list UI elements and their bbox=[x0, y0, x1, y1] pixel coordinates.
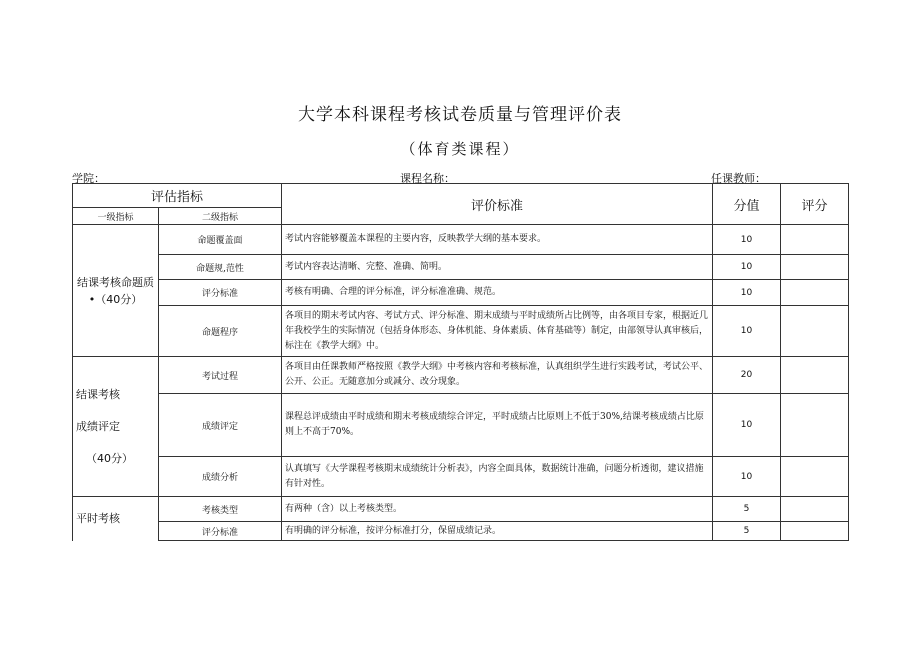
level2-cell: 命题覆盖面 bbox=[159, 225, 282, 255]
table-header-row bbox=[73, 184, 849, 208]
level2-cell: 评分标准 bbox=[159, 522, 282, 541]
document-title: 大学本科课程考核试卷质量与管理评价表 bbox=[298, 105, 622, 125]
value-cell: 20 bbox=[713, 357, 781, 394]
level1-line: （40分） bbox=[86, 451, 133, 465]
standard-cell: 各项目的期末考试内容、考试方式、评分标准、期末成绩与平时成绩所占比例等，由各项目专家，根据近几年我校学生的实际情况（包括身体形态、身体机能、身体素质、体育基础等）制定，由部领导认真审核后，标注在《教学大纲》中。 bbox=[282, 306, 713, 357]
table-row bbox=[73, 225, 849, 255]
score-cell[interactable] bbox=[781, 497, 849, 522]
score-cell[interactable] bbox=[781, 225, 849, 255]
level2-cell: 成绩评定 bbox=[159, 394, 282, 457]
teacher-label: 任课教师： bbox=[711, 172, 766, 185]
value-cell: 5 bbox=[713, 497, 781, 522]
standard-cell: 有明确的评分标准，按评分标准打分，保留成绩记录。 bbox=[282, 522, 713, 541]
score-cell[interactable] bbox=[781, 457, 849, 497]
level1-cell-grade-evaluation bbox=[73, 357, 159, 497]
value-cell: 10 bbox=[713, 306, 781, 357]
level1-line: 成绩评定 bbox=[76, 419, 120, 433]
score-cell[interactable] bbox=[781, 522, 849, 541]
value-cell: 10 bbox=[713, 225, 781, 255]
level2-cell: 评分标准 bbox=[159, 280, 282, 306]
level2-cell: 考核类型 bbox=[159, 497, 282, 522]
value-cell: 10 bbox=[713, 255, 781, 280]
standard-cell: 考试内容表达清晰、完整、准确、简明。 bbox=[282, 255, 713, 280]
standard-cell: 课程总评成绩由平时成绩和期末考核成绩综合评定，平时成绩占比原则上不低于30%,结课考核成绩占比原则上不高于70%。 bbox=[282, 394, 713, 457]
header-level2: 二级指标 bbox=[159, 208, 282, 225]
level1-line: 结课考核命题质 bbox=[77, 275, 154, 289]
standard-cell: 考核有明确、合理的评分标准，评分标准准确、规范。 bbox=[282, 280, 713, 306]
header-level1: 一级指标 bbox=[73, 208, 159, 225]
value-cell: 5 bbox=[713, 522, 781, 541]
table-row bbox=[73, 522, 849, 541]
table-row bbox=[73, 457, 849, 497]
score-cell[interactable] bbox=[781, 255, 849, 280]
score-cell[interactable] bbox=[781, 394, 849, 457]
standard-cell: 考试内容能够覆盖本课程的主要内容，反映教学大纲的基本要求。 bbox=[282, 225, 713, 255]
table-row bbox=[73, 394, 849, 457]
score-cell[interactable] bbox=[781, 306, 849, 357]
header-standard: 评价标准 bbox=[282, 184, 713, 225]
header-score-value: 分值 bbox=[713, 184, 781, 225]
level2-cell: 命题程序 bbox=[159, 306, 282, 357]
level1-line: 平时考核 bbox=[76, 511, 120, 525]
course-name-label: 课程名称： bbox=[400, 172, 455, 185]
score-cell[interactable] bbox=[781, 357, 849, 394]
level1-cell-exam-design bbox=[73, 225, 159, 357]
header-score: 评分 bbox=[781, 184, 849, 225]
table-row bbox=[73, 306, 849, 357]
level2-cell: 命题规,范性 bbox=[159, 255, 282, 280]
value-cell: 10 bbox=[713, 394, 781, 457]
evaluation-table bbox=[72, 183, 849, 541]
level1-cell-regular-assessment bbox=[73, 497, 159, 541]
table-row bbox=[73, 357, 849, 394]
document-subtitle: （体育类课程） bbox=[400, 140, 520, 158]
level2-cell: 成绩分析 bbox=[159, 457, 282, 497]
table-row bbox=[73, 497, 849, 522]
table-row bbox=[73, 255, 849, 280]
value-cell: 10 bbox=[713, 280, 781, 306]
evaluation-table-wrapper bbox=[72, 183, 849, 541]
level1-line: •（40分） bbox=[88, 292, 143, 306]
level2-cell: 考试过程 bbox=[159, 357, 282, 394]
table-row bbox=[73, 280, 849, 306]
college-label: 学院： bbox=[72, 172, 105, 185]
level1-line: 结课考核 bbox=[76, 387, 120, 401]
standard-cell: 各项目由任课教师严格按照《教学大纲》中考核内容和考核标准，认真组织学生进行实践考试，考试公平、公开、公正。无随意加分或减分、改分现象。 bbox=[282, 357, 713, 394]
standard-cell: 认真填写《大学课程考核期末成绩统计分析表》，内容全面具体，数据统计准确，问题分析透彻，建议措施有针对性。 bbox=[282, 457, 713, 497]
standard-cell: 有两种（含）以上考核类型。 bbox=[282, 497, 713, 522]
header-indicators: 评估指标 bbox=[73, 184, 282, 208]
value-cell: 10 bbox=[713, 457, 781, 497]
score-cell[interactable] bbox=[781, 280, 849, 306]
